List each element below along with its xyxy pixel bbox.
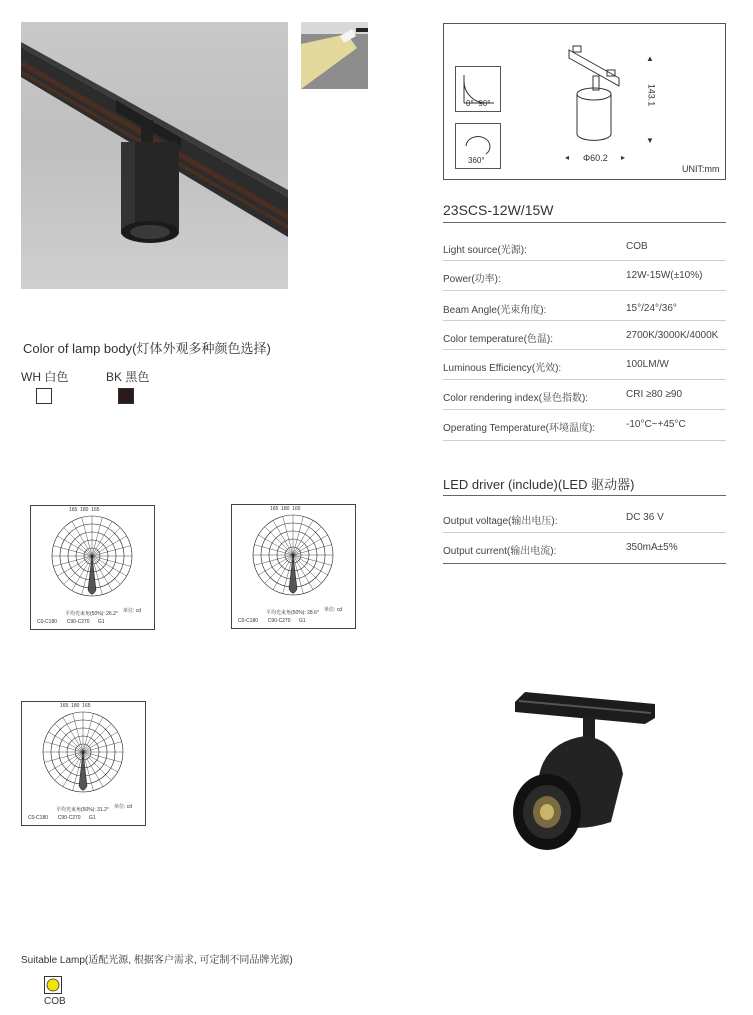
- driver-label: Output voltage(输出电压):: [443, 516, 558, 527]
- model-title: 23SCS-12W/15W: [443, 202, 554, 218]
- polar-chart-2: [231, 504, 356, 629]
- height-arrow-up: ▲: [646, 54, 654, 63]
- color-option-label: BK 黑色: [106, 370, 150, 384]
- spec-value: 12W-15W(±10%): [626, 270, 703, 281]
- dimension-drawing: [443, 23, 726, 180]
- spec-label: Luminous Efficiency(光效):: [443, 363, 562, 374]
- installed-photo: [301, 22, 368, 89]
- divider: [443, 290, 726, 291]
- polar-legend: C0-C180 C90-C270 G1: [238, 618, 306, 624]
- divider: [443, 320, 726, 321]
- divider: [443, 409, 726, 410]
- cob-icon: [44, 976, 62, 994]
- height-dimension: 143.1: [646, 83, 657, 107]
- polar-caption: 平均光束角(50%): 26.2°: [65, 611, 118, 617]
- spec-value: -10°C~+45°C: [626, 419, 686, 430]
- polar-top-ticks: 165 180 165: [60, 703, 91, 709]
- spec-value: 100LM/W: [626, 359, 669, 370]
- divider: [443, 563, 726, 564]
- rotate-label: 360°: [468, 156, 485, 165]
- driver-label: Output current(输出电流):: [443, 546, 557, 557]
- unit-label: UNIT:mm: [682, 164, 720, 174]
- spec-value: COB: [626, 241, 648, 252]
- divider: [443, 532, 726, 533]
- width-arrow-right: ▸: [621, 153, 626, 162]
- polar-legend: C0-C180 C90-C270 G1: [28, 815, 96, 821]
- divider: [443, 222, 726, 223]
- tilt-label: 0°~90°: [466, 99, 491, 108]
- polar-top-ticks: 165 180 165: [69, 507, 100, 513]
- color-swatch-white: [36, 388, 52, 404]
- spec-value: 15°/24°/36°: [626, 303, 677, 314]
- spec-value: 2700K/3000K/4000K: [626, 330, 719, 341]
- color-option-label: WH 白色: [21, 370, 69, 384]
- color-swatch-black: [118, 388, 134, 404]
- suitable-lamp-title: Suitable Lamp(适配光源, 根据客户需求, 可定制不同品牌光源): [21, 955, 293, 966]
- polar-top-ticks: 165 180 165: [270, 506, 301, 512]
- polar-unit: 单位: cd: [114, 804, 133, 810]
- driver-value: DC 36 V: [626, 512, 664, 523]
- spec-label: Operating Temperature(环境温度):: [443, 423, 596, 434]
- spec-label: Beam Angle(光束角度):: [443, 305, 547, 316]
- rotate-diagram: [455, 123, 501, 169]
- divider: [443, 349, 726, 350]
- spec-label: Color rendering index(显色指数):: [443, 393, 589, 404]
- divider: [443, 440, 726, 441]
- polar-caption: 平均光束角(50%): 28.6°: [266, 610, 319, 616]
- polar-unit: 单位: cd: [324, 607, 343, 613]
- spec-label: Light source(光源):: [443, 245, 527, 256]
- polar-legend: C0-C180 C90-C270 G1: [37, 619, 105, 625]
- cob-label: COB: [44, 996, 66, 1007]
- polar-chart-1: [30, 505, 155, 630]
- spec-label: Power(功率):: [443, 274, 501, 285]
- lamp-outline: [559, 38, 629, 142]
- driver-value: 350mA±5%: [626, 542, 678, 553]
- driver-title: LED driver (include)(LED 驱动器): [443, 477, 635, 492]
- width-arrow-left: ◂: [565, 153, 570, 162]
- spec-label: Color temperature(色温):: [443, 334, 554, 345]
- divider: [443, 495, 726, 496]
- product-photo: [21, 22, 288, 289]
- spec-value: CRI ≥80 ≥90: [626, 389, 683, 400]
- divider: [443, 260, 726, 261]
- height-arrow-down: ▼: [646, 136, 654, 145]
- tilt-diagram: [455, 66, 501, 112]
- polar-unit: 单位: cd: [123, 608, 142, 614]
- body-color-title: Color of lamp body(灯体外观多种颜色选择): [23, 341, 271, 356]
- diameter-dimension: Φ60.2: [583, 153, 608, 163]
- product-render: [505, 684, 665, 854]
- polar-chart-3: [21, 701, 146, 826]
- divider: [443, 379, 726, 380]
- polar-caption: 平均光束角(50%): 31.2°: [56, 807, 109, 813]
